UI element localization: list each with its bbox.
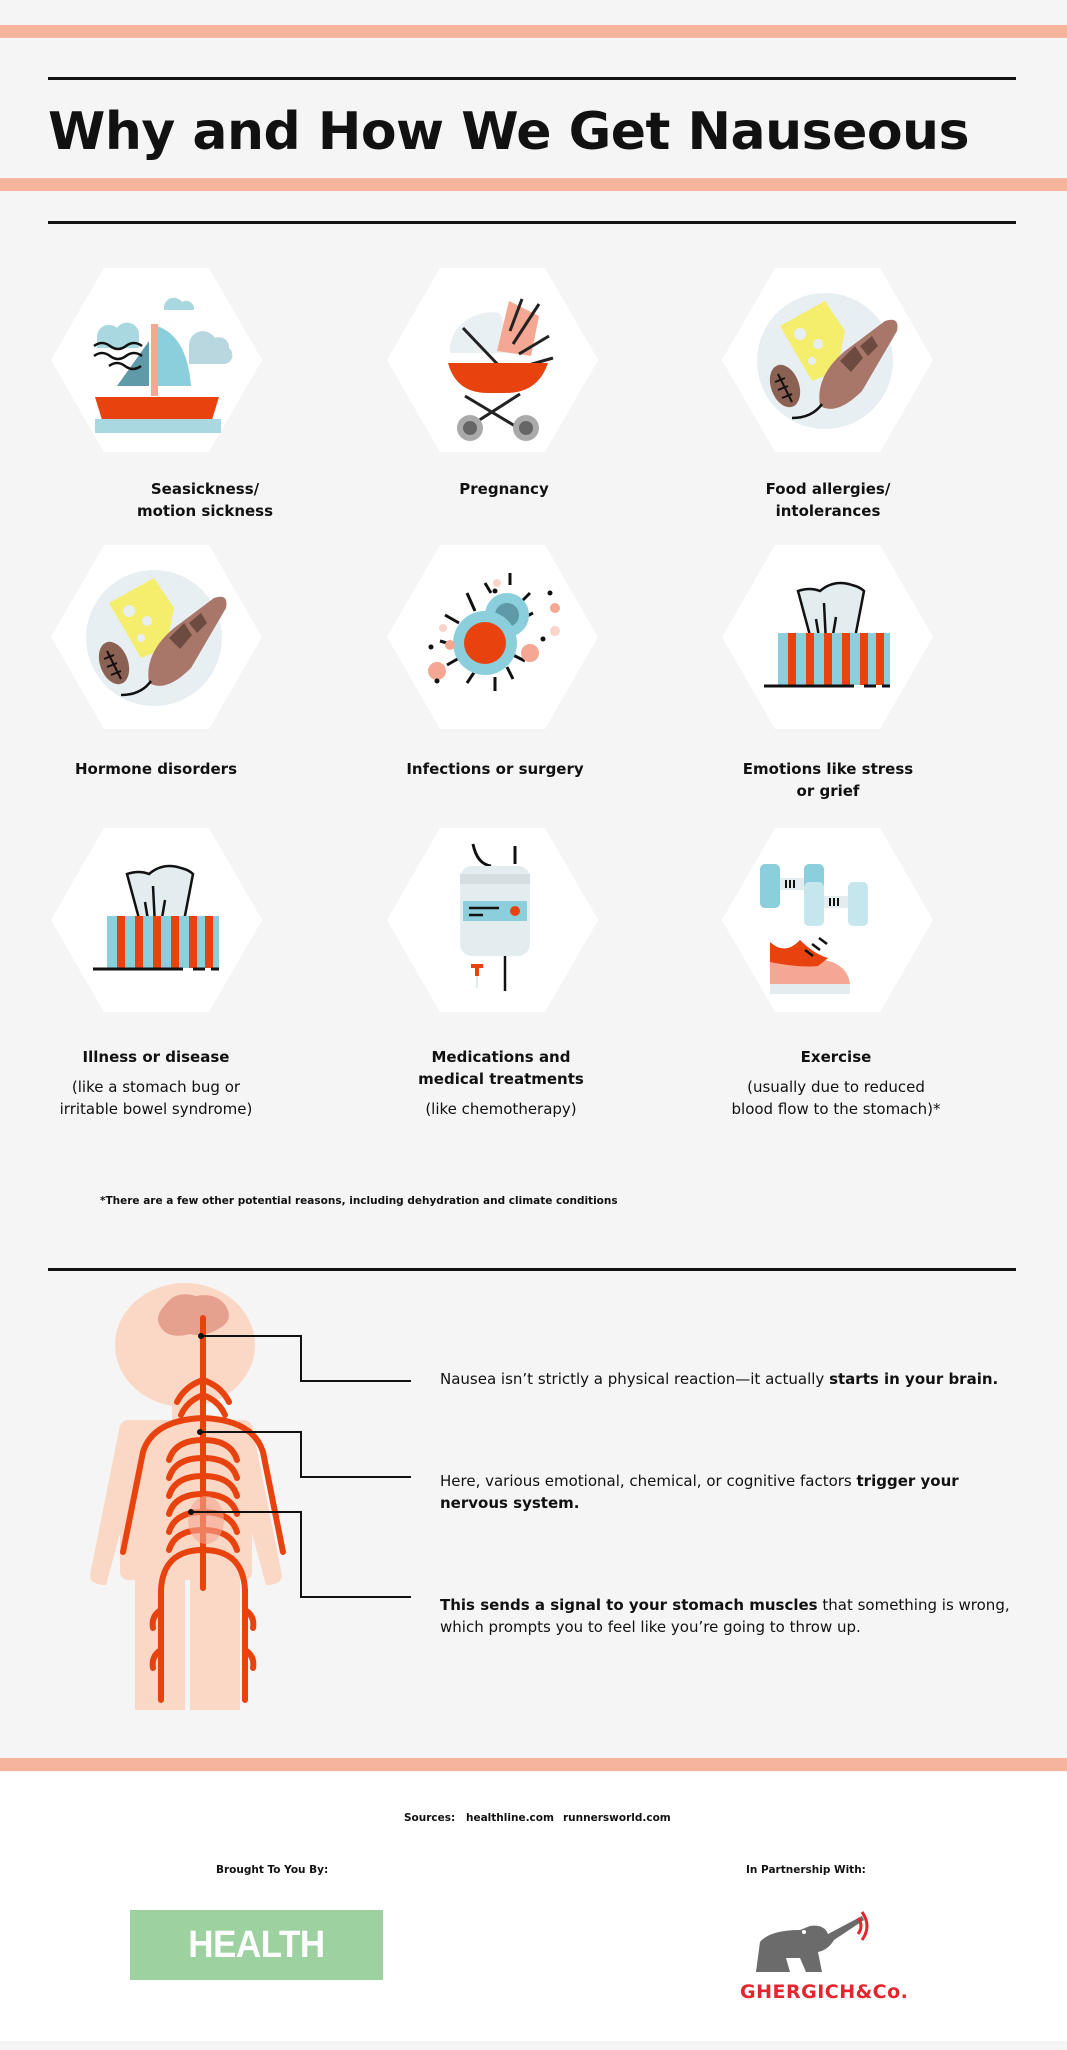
iv-bag-icon (385, 826, 600, 1014)
cause-card-pregnancy (385, 266, 600, 454)
baby-stroller-icon (385, 266, 600, 454)
cause-label-emotions: Emotions like stress or grief (742, 760, 914, 800)
germ-cells-icon (385, 543, 600, 731)
health-perch-logo[interactable]: HEALTH PERCH (130, 1910, 383, 1980)
sources-label: Sources: (404, 1812, 456, 1824)
cause-card-hormone-disorders (49, 543, 264, 731)
cause-label-seasickness: Seasickness/ motion sickness (136, 480, 274, 520)
cause-label-medications: Medications and medical treatments (like chemotherapy) (418, 1048, 584, 1118)
cause-card-exercise (720, 826, 935, 1014)
cause-card-illness (49, 826, 264, 1014)
explanation-nervous-system: Here, various emotional, chemical, or cognitive factors trigger your nervous system. (440, 1472, 959, 1512)
footnote: *There are a few other potential reasons, including dehydration and climate conditions (100, 1195, 618, 1207)
sailboat-icon (49, 266, 264, 454)
ghergich-logo-text[interactable]: GHERGICH&Co. (740, 1981, 909, 2003)
title-bottom-accent-bar (0, 178, 1067, 191)
callout-leader-lines (0, 1280, 440, 1610)
cause-label-food-allergies: Food allergies/ intolerances (765, 480, 891, 520)
cause-card-infections (385, 543, 600, 731)
cause-card-food-allergies (720, 266, 935, 454)
food-allergens-icon (720, 266, 935, 454)
title-top-rule (48, 77, 1016, 80)
source-link-healthline[interactable]: healthline.com (466, 1812, 554, 1824)
page-title: Why and How We Get Nauseous (48, 102, 970, 162)
elephant-logo-icon (752, 1910, 872, 1980)
dumbbells-sneaker-icon (720, 826, 935, 1014)
tissue-box-icon (49, 826, 264, 1014)
brought-by-label: Brought To You By: (216, 1864, 329, 1876)
grid-top-rule (48, 221, 1016, 224)
cause-label-hormone-disorders: Hormone disorders (74, 760, 237, 778)
top-accent-bar (0, 25, 1067, 38)
source-link-runnersworld[interactable]: runnersworld.com (563, 1812, 671, 1824)
partnership-label: In Partnership With: (746, 1864, 866, 1876)
cause-card-emotions (720, 543, 935, 731)
tissue-box-icon (720, 543, 935, 731)
cause-label-illness: Illness or disease (like a stomach bug or irritable bowel syndrome) (59, 1048, 253, 1118)
cause-label-infections: Infections or surgery (406, 760, 584, 778)
cause-card-medications (385, 826, 600, 1014)
explanation-stomach: This sends a signal to your stomach muscles that something is wrong, which prompts you to feel like you’re going to throw up. (440, 1596, 1010, 1636)
body-section-rule (48, 1268, 1016, 1271)
food-allergens-icon (49, 543, 264, 731)
cause-label-pregnancy: Pregnancy (459, 480, 549, 498)
explanation-brain: Nausea isn’t strictly a physical reaction—it actually starts in your brain. (440, 1370, 999, 1388)
cause-label-exercise: Exercise (usually due to reduced blood flow to the stomach)* (731, 1048, 941, 1118)
cause-card-seasickness (49, 266, 264, 454)
footer-accent-bar (0, 1758, 1067, 1771)
